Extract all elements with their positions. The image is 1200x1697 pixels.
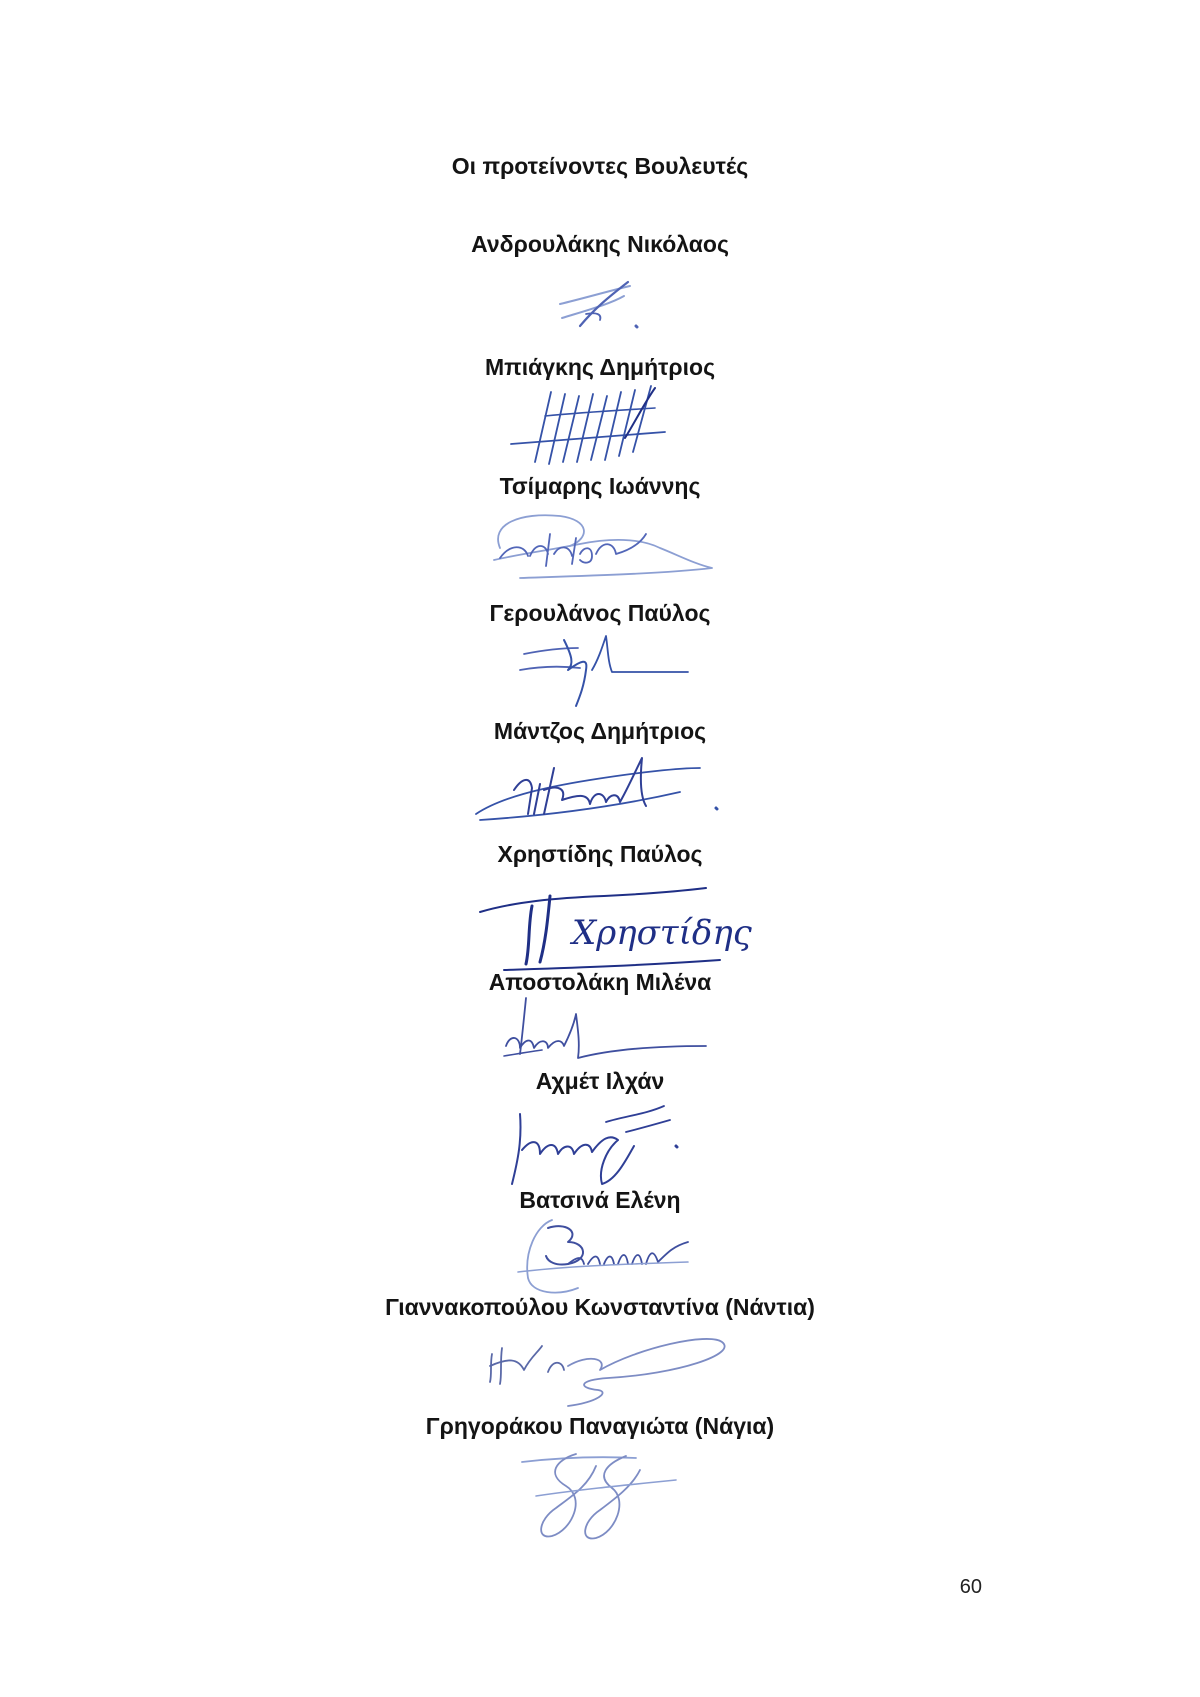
- signature-image: [478, 1318, 738, 1408]
- signatory-name: Ανδρουλάκης Νικόλαος: [471, 231, 729, 257]
- page-number: 60: [959, 1576, 982, 1598]
- signatory-name: Μάντζος Δημήτριος: [493, 718, 707, 744]
- signatory-name: Αποστολάκη Μιλένα: [488, 969, 712, 995]
- signatory-name: Γερουλάνος Παύλος: [489, 600, 711, 626]
- page-heading: Οι προτείνοντες Βουλευτές: [451, 153, 749, 179]
- signatory-name: Τσίμαρης Ιωάννης: [499, 473, 701, 499]
- signature-script: Χρηστίδης: [572, 913, 752, 953]
- signature-image: [474, 866, 752, 972]
- signature-image: [516, 630, 696, 710]
- signatory-name: Γρηγοράκου Παναγιώτα (Νάγια): [425, 1413, 775, 1439]
- signature-image: [540, 274, 650, 336]
- signature-image: [470, 748, 730, 828]
- signatory-name: Αχμέτ Ιλχάν: [535, 1068, 665, 1094]
- signature-image: [516, 1446, 696, 1546]
- signatory-name: Γιαννακοπούλου Κωνσταντίνα (Νάντια): [385, 1294, 815, 1320]
- signature-image: [496, 994, 716, 1074]
- signatory-name: Βατσινά Ελένη: [519, 1187, 681, 1213]
- signature-image: [480, 504, 720, 584]
- signature-image: [506, 1100, 706, 1190]
- signature-image: [508, 1212, 708, 1298]
- signatory-name: Χρηστίδης Παύλος: [497, 841, 703, 867]
- signatory-name: Μπιάγκης Δημήτριος: [484, 354, 716, 380]
- signature-image: [505, 382, 685, 468]
